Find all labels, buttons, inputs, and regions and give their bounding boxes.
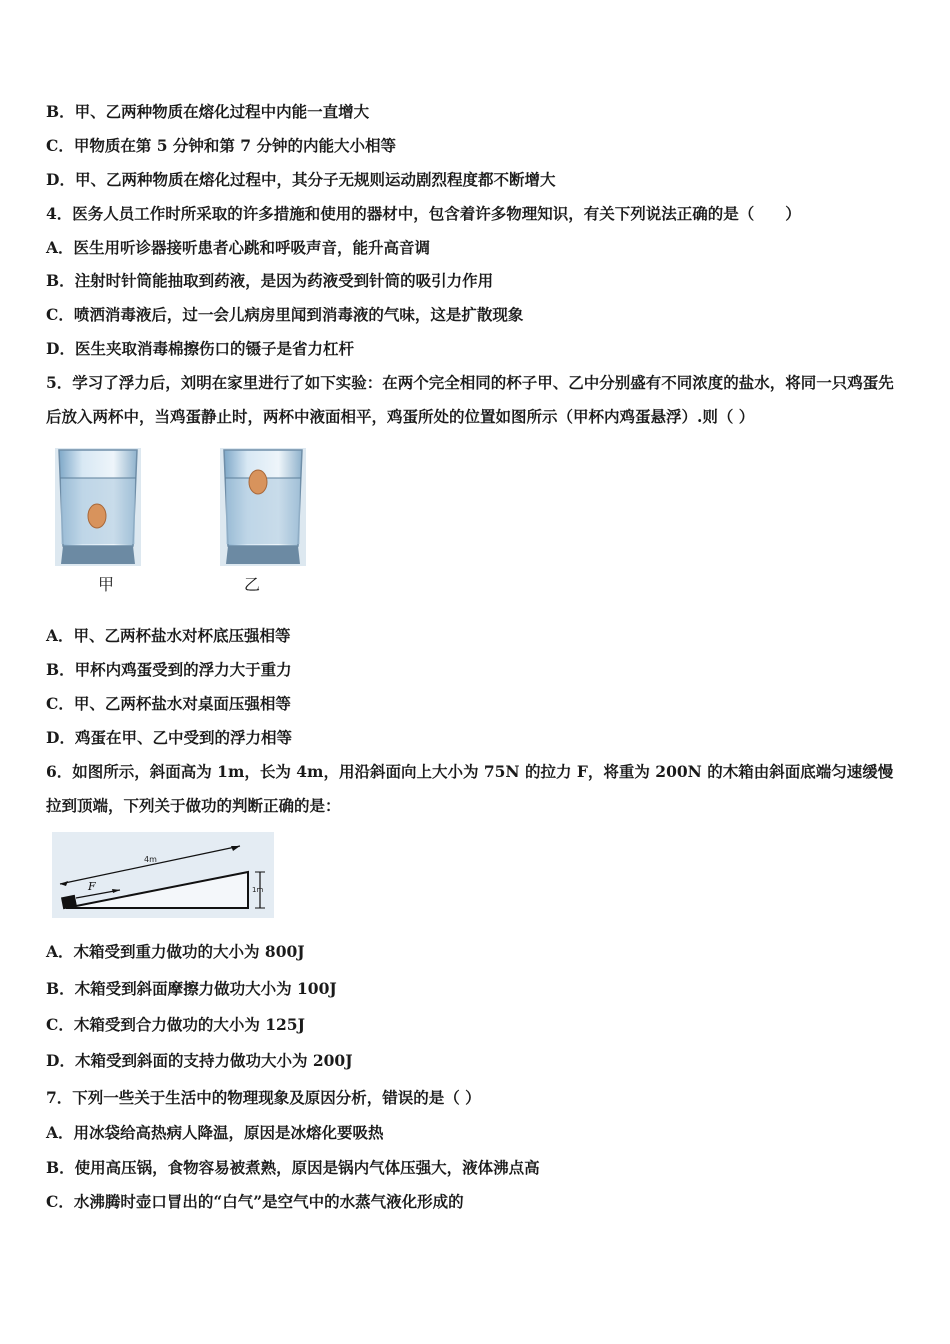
q7-stem: 7．下列一些关于生活中的物理现象及原因分析，错误的是（ ） [46,1088,481,1107]
q3-option-c: C．甲物质在第 5 分钟和第 7 分钟的内能大小相等 [46,136,396,155]
glass-figure-jia [53,448,143,570]
glass-figure-yi [218,448,308,570]
q4-option-d: D．医生夹取消毒棉擦伤口的镊子是省力杠杆 [46,339,354,358]
q3-option-d: D．甲、乙两种物质在熔化过程中，其分子无规则运动剧烈程度都不断增大 [46,170,556,189]
q5-option-d: D．鸡蛋在甲、乙中受到的浮力相等 [46,728,292,747]
force-label: F [88,880,96,893]
incline-height-label: 1m [252,886,264,894]
glass-label-yi: 乙 [244,575,261,594]
q3-option-b: B．甲、乙两种物质在熔化过程中内能一直增大 [46,102,370,121]
q4-option-b: B．注射时针筒能抽取到药液，是因为药液受到针筒的吸引力作用 [46,271,494,290]
q6-stem: 6．如图所示，斜面高为 1m，长为 4m，用沿斜面向上大小为 75N 的拉力 F，将重为 200N 的木箱由斜面底端匀速缓慢拉到顶端，下列关于做功的判断正确的是： [46,762,894,815]
q6-option-d: D．木箱受到斜面的支持力做功大小为 200J [46,1051,353,1070]
q6-option-a: A．木箱受到重力做功的大小为 800J [46,942,305,961]
q4-stem: 4．医务人员工作时所采取的许多措施和使用的器材中，包含着许多物理知识，有关下列说法正确的是（ ） [46,204,801,223]
q5-stem: 5．学习了浮力后，刘明在家里进行了如下实验：在两个完全相同的杯子甲、乙中分别盛有不同浓度的盐水，将同一只鸡蛋先后放入两杯中，当鸡蛋静止时，两杯中液面相平，鸡蛋所处的位置如图所示（甲杯内鸡蛋悬浮）.则（ ） [46,373,894,426]
q5-option-c: C．甲、乙两杯盐水对桌面压强相等 [46,694,291,713]
egg-jia [88,504,106,528]
q6-option-c: C．木箱受到合力做功的大小为 125J [46,1015,305,1034]
q6-option-b: B．木箱受到斜面摩擦力做功大小为 100J [46,979,337,998]
glass-label-jia: 甲 [98,575,115,594]
q5-option-b: B．甲杯内鸡蛋受到的浮力大于重力 [46,660,292,679]
q7-option-b: B．使用高压锅，食物容易被煮熟，原因是锅内气体压强大，液体沸点高 [46,1158,540,1177]
egg-yi [249,470,267,494]
q4-option-c: C．喷洒消毒液后，过一会儿病房里闻到消毒液的气味，这是扩散现象 [46,305,524,324]
q4-option-a: A．医生用听诊器接听患者心跳和呼吸声音，能升高音调 [46,238,431,257]
q7-option-c: C．水沸腾时壶口冒出的“白气”是空气中的水蒸气液化形成的 [46,1192,464,1211]
incline-figure [52,832,274,922]
incline-length-label: 4m [144,855,157,864]
q7-option-a: A．用冰袋给高热病人降温，原因是冰熔化要吸热 [46,1123,384,1142]
q5-option-a: A．甲、乙两杯盐水对杯底压强相等 [46,626,291,645]
